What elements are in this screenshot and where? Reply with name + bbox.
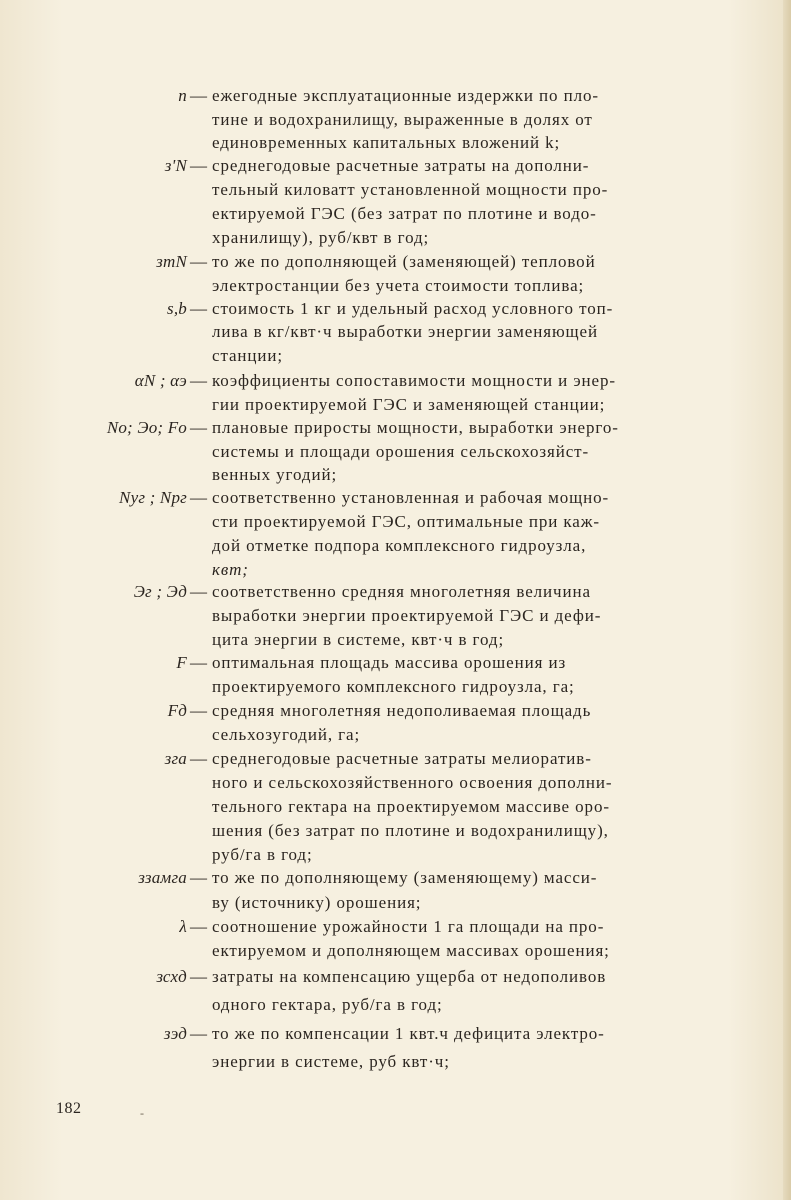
definition-symbol: Fд bbox=[167, 701, 187, 720]
definition-symbol: зсхд bbox=[156, 967, 187, 986]
em-dash: — bbox=[190, 967, 207, 986]
definition-line: выработки энергии проектируемой ГЭС и дефи- bbox=[212, 606, 602, 625]
page-edge bbox=[783, 0, 791, 1200]
definition-line: тельного гектара на проектируемом массиве оро- bbox=[212, 797, 610, 816]
definition-symbol: з'N bbox=[164, 156, 187, 175]
definition-line: ного и сельскохозяйственного освоения дополни- bbox=[212, 773, 613, 792]
definition-line: гии проектируемой ГЭС и заменяющей станции; bbox=[212, 395, 606, 414]
definition-line: сти проектируемой ГЭС, оптимальные при каж- bbox=[212, 512, 600, 531]
definition-symbol: s,b bbox=[167, 299, 187, 318]
definition-symbol: F bbox=[176, 653, 187, 672]
definition-line: лива в кг/квт·ч выработки энергии заменяющей bbox=[212, 322, 598, 341]
em-dash: — bbox=[190, 299, 207, 318]
definition-line: одного гектара, руб/га в год; bbox=[212, 995, 443, 1014]
print-mark: - bbox=[140, 1106, 144, 1120]
definition-line: оптимальная площадь массива орошения из bbox=[212, 653, 567, 672]
definition-line: шения (без затрат по плотине и водохранилищу), bbox=[212, 821, 609, 840]
definition-line: средняя многолетняя недополиваемая площадь bbox=[212, 701, 592, 720]
definition-line: электростанции без учета стоимости топлива; bbox=[212, 276, 585, 295]
definition-line: то же по компенсации 1 квт.ч дефицита электро- bbox=[212, 1024, 605, 1043]
em-dash: — bbox=[190, 701, 207, 720]
definition-line: соотношение урожайности 1 га площади на про- bbox=[212, 917, 605, 936]
definition-line: ежегодные эксплуатационные издержки по пло- bbox=[212, 86, 599, 105]
definition-line: энергии в системе, руб квт·ч; bbox=[212, 1052, 450, 1071]
em-dash: — bbox=[190, 86, 207, 105]
em-dash: — bbox=[190, 653, 207, 672]
definition-symbol: λ bbox=[179, 917, 187, 936]
definition-line: цита энергии в системе, квт·ч в год; bbox=[212, 630, 505, 649]
definition-line: ектируемой ГЭС (без затрат по плотине и водо- bbox=[212, 204, 597, 223]
em-dash: — bbox=[190, 1024, 207, 1043]
definition-symbol: зтN bbox=[156, 252, 187, 271]
definition-line: руб/га в год; bbox=[212, 845, 313, 864]
definition-symbol: ззамга bbox=[138, 868, 187, 887]
em-dash: — bbox=[190, 371, 207, 390]
definition-symbol: Nуг ; Nрг bbox=[119, 488, 187, 507]
definition-line: то же по дополняющей (заменяющей) тепловой bbox=[212, 252, 596, 271]
em-dash: — bbox=[190, 582, 207, 601]
definition-symbol: Эг ; Эд bbox=[133, 582, 187, 601]
definition-line: среднегодовые расчетные затраты мелиоратив- bbox=[212, 749, 592, 768]
definition-line: соответственно установленная и рабочая мощно- bbox=[212, 488, 610, 507]
definition-line: сельхозугодий, га; bbox=[212, 725, 361, 744]
em-dash: — bbox=[190, 252, 207, 271]
definition-line: дой отметке подпора комплексного гидроузла, bbox=[212, 536, 587, 555]
definition-line: хранилищу), руб/квт в год; bbox=[212, 228, 430, 247]
definition-line: проектируемого комплексного гидроузла, га; bbox=[212, 677, 575, 696]
definition-line: плановые приросты мощности, выработки энерго- bbox=[212, 418, 619, 437]
em-dash: — bbox=[190, 868, 207, 887]
definition-line: соответственно средняя многолетняя величина bbox=[212, 582, 591, 601]
definition-symbol: зэд bbox=[163, 1024, 187, 1043]
definition-line: ектируемом и дополняющем массивах орошения; bbox=[212, 941, 610, 960]
page-number: 182 bbox=[56, 1100, 82, 1117]
em-dash: — bbox=[190, 488, 207, 507]
definition-line: то же по дополняющему (заменяющему) масси- bbox=[212, 868, 598, 887]
definition-line: системы и площади орошения сельскохозяйст- bbox=[212, 442, 590, 461]
definition-line: коэффициенты сопоставимости мощности и энер- bbox=[212, 371, 616, 390]
definition-line: станции; bbox=[212, 346, 284, 365]
definition-line: среднегодовые расчетные затраты на дополни- bbox=[212, 156, 590, 175]
definition-symbol: n bbox=[178, 86, 187, 105]
definition-symbol: No; Эо; Fо bbox=[106, 418, 187, 437]
definition-symbol: зга bbox=[164, 749, 187, 768]
definition-symbol: αN ; αэ bbox=[134, 371, 187, 390]
definition-line: стоимость 1 кг и удельный расход условного топ- bbox=[212, 299, 614, 318]
definition-line: затраты на компенсацию ущерба от недополивов bbox=[212, 967, 607, 986]
definition-line: венных угодий; bbox=[212, 465, 338, 484]
em-dash: — bbox=[190, 917, 207, 936]
em-dash: — bbox=[190, 156, 207, 175]
definition-line: квт; bbox=[212, 560, 249, 579]
definition-line: тине и водохранилищу, выраженные в долях от bbox=[212, 110, 593, 129]
definition-line: единовременных капитальных вложений k; bbox=[212, 133, 561, 152]
definition-line: тельный киловатт установленной мощности про- bbox=[212, 180, 609, 199]
em-dash: — bbox=[190, 418, 207, 437]
definition-line: ву (источнику) орошения; bbox=[212, 893, 422, 912]
em-dash: — bbox=[190, 749, 207, 768]
